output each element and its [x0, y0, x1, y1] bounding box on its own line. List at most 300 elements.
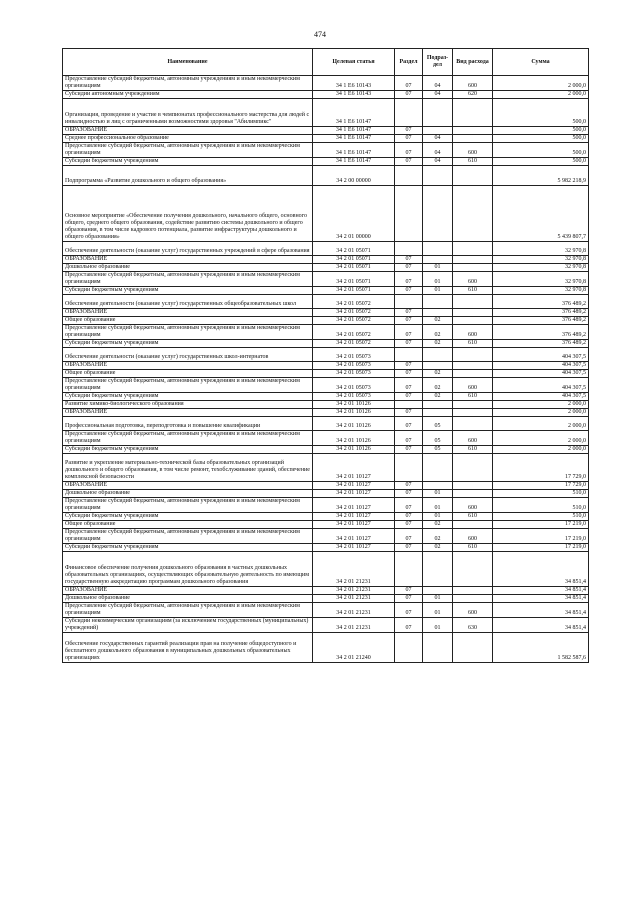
- row-name-cell: Обеспечение деятельности (оказание услуг) государственных школ-интернатов: [63, 348, 313, 362]
- table-row: [63, 513, 589, 521]
- row-section-cell: 07: [395, 595, 423, 603]
- row-target-article-cell: 34 2 01 05071: [313, 242, 395, 256]
- table-row: [63, 264, 589, 272]
- row-name-cell: Предоставление субсидий бюджетным, автономным учреждениям и иным некоммерческим организациям: [63, 431, 313, 446]
- row-sum-cell: 404 307,5: [493, 362, 589, 370]
- row-expense-type-cell: [453, 309, 493, 317]
- row-subsection-cell: 01: [423, 287, 453, 295]
- row-expense-type-cell: 610: [453, 158, 493, 166]
- row-sum-cell: 376 489,2: [493, 325, 589, 340]
- row-expense-type-cell: [453, 409, 493, 417]
- row-section-cell: 07: [395, 76, 423, 91]
- row-subsection-cell: 01: [423, 272, 453, 287]
- row-subsection-cell: 02: [423, 521, 453, 529]
- row-target-article-cell: 34 2 01 21231: [313, 552, 395, 587]
- row-sum-cell: 17 729,0: [493, 482, 589, 490]
- row-expense-type-cell: 600: [453, 325, 493, 340]
- page-number: 474: [314, 30, 326, 39]
- table-row: [63, 409, 589, 417]
- row-target-article-cell: 34 1 Е6 10147: [313, 135, 395, 143]
- row-section-cell: 07: [395, 256, 423, 264]
- row-expense-type-cell: 600: [453, 378, 493, 393]
- row-expense-type-cell: [453, 135, 493, 143]
- row-expense-type-cell: 620: [453, 91, 493, 99]
- table-row: [63, 91, 589, 99]
- row-section-cell: 07: [395, 143, 423, 158]
- row-target-article-cell: 34 2 01 05073: [313, 362, 395, 370]
- row-name-cell: Среднее профессиональное образование: [63, 135, 313, 143]
- row-name-cell: Субсидии бюджетным учреждениям: [63, 446, 313, 454]
- row-sum-cell: 2 000,0: [493, 91, 589, 99]
- row-target-article-cell: 34 2 01 05071: [313, 272, 395, 287]
- table-row: [63, 498, 589, 513]
- row-subsection-cell: 02: [423, 378, 453, 393]
- row-section-cell: 07: [395, 618, 423, 633]
- row-sum-cell: 500,0: [493, 99, 589, 127]
- row-section-cell: 07: [395, 529, 423, 544]
- row-sum-cell: 500,0: [493, 135, 589, 143]
- table-row: [63, 186, 589, 242]
- row-subsection-cell: [423, 348, 453, 362]
- row-section-cell: 07: [395, 587, 423, 595]
- table-row: [63, 325, 589, 340]
- row-section-cell: 07: [395, 127, 423, 135]
- row-sum-cell: 5 982 218,9: [493, 166, 589, 186]
- row-name-cell: Предоставление субсидий бюджетным, автономным учреждениям и иным некоммерческим организациям: [63, 378, 313, 393]
- row-sum-cell: 32 970,8: [493, 256, 589, 264]
- table-row: [63, 242, 589, 256]
- table-row: [63, 595, 589, 603]
- row-subsection-cell: 05: [423, 446, 453, 454]
- row-subsection-cell: 04: [423, 76, 453, 91]
- row-subsection-cell: 02: [423, 393, 453, 401]
- row-sum-cell: 404 307,5: [493, 348, 589, 362]
- row-expense-type-cell: [453, 186, 493, 242]
- row-expense-type-cell: [453, 595, 493, 603]
- row-target-article-cell: 34 2 01 21231: [313, 603, 395, 618]
- table-row: [63, 287, 589, 295]
- row-target-article-cell: 34 2 01 21231: [313, 587, 395, 595]
- row-name-cell: Субсидии автономным учреждениям: [63, 91, 313, 99]
- row-sum-cell: 17 729,0: [493, 454, 589, 482]
- row-section-cell: 07: [395, 544, 423, 552]
- table-row: [63, 272, 589, 287]
- table-row: [63, 393, 589, 401]
- row-sum-cell: 17 219,0: [493, 521, 589, 529]
- row-target-article-cell: 34 2 01 05072: [313, 309, 395, 317]
- row-section-cell: 07: [395, 490, 423, 498]
- row-subsection-cell: [423, 166, 453, 186]
- row-target-article-cell: 34 1 Е6 10143: [313, 76, 395, 91]
- row-section-cell: 07: [395, 603, 423, 618]
- row-section-cell: [395, 633, 423, 663]
- row-name-cell: Обеспечение государственных гарантий реализации прав на получение общедоступного и бесплатного дошкольного образования в муниципальных дошкольных образовательных организациях: [63, 633, 313, 663]
- row-expense-type-cell: 600: [453, 603, 493, 618]
- row-subsection-cell: [423, 552, 453, 587]
- row-expense-type-cell: [453, 317, 493, 325]
- row-name-cell: Субсидии бюджетным учреждениям: [63, 544, 313, 552]
- row-sum-cell: 34 851,4: [493, 552, 589, 587]
- row-section-cell: [395, 401, 423, 409]
- row-expense-type-cell: [453, 401, 493, 409]
- table-row: [63, 76, 589, 91]
- row-expense-type-cell: [453, 264, 493, 272]
- row-section-cell: 07: [395, 498, 423, 513]
- row-section-cell: 07: [395, 287, 423, 295]
- row-section-cell: 07: [395, 362, 423, 370]
- table-row: [63, 544, 589, 552]
- row-expense-type-cell: [453, 521, 493, 529]
- row-sum-cell: 510,0: [493, 513, 589, 521]
- row-target-article-cell: 34 2 01 05071: [313, 287, 395, 295]
- table-row: [63, 552, 589, 587]
- row-name-cell: Дошкольное образование: [63, 595, 313, 603]
- row-name-cell: Обеспечение деятельности (оказание услуг) государственных учреждений в сфере образования: [63, 242, 313, 256]
- row-expense-type-cell: 610: [453, 446, 493, 454]
- row-name-cell: Развитие и укрепление материально-технической базы образовательных организаций дошкольного и общего образования, в том числе ремонт, техобслуживание зданий, обеспечение комплексной безопасности: [63, 454, 313, 482]
- row-sum-cell: 376 489,2: [493, 309, 589, 317]
- row-target-article-cell: 34 2 01 10126: [313, 409, 395, 417]
- row-name-cell: Субсидии бюджетным учреждениям: [63, 513, 313, 521]
- table-row: [63, 633, 589, 663]
- table-row: [63, 454, 589, 482]
- row-subsection-cell: [423, 401, 453, 409]
- row-sum-cell: 2 000,0: [493, 401, 589, 409]
- row-name-cell: Предоставление субсидий бюджетным, автономным учреждениям и иным некоммерческим организациям: [63, 325, 313, 340]
- row-subsection-cell: [423, 127, 453, 135]
- table-row: [63, 482, 589, 490]
- row-subsection-cell: 01: [423, 498, 453, 513]
- header-subsection: Подраз-дел: [423, 49, 453, 76]
- row-target-article-cell: 34 2 01 05073: [313, 348, 395, 362]
- row-expense-type-cell: [453, 295, 493, 309]
- row-target-article-cell: 34 2 01 05071: [313, 264, 395, 272]
- table-row: [63, 362, 589, 370]
- row-name-cell: Развитие химико-биологического образования: [63, 401, 313, 409]
- header-section: Раздел: [395, 49, 423, 76]
- table-row: [63, 143, 589, 158]
- row-subsection-cell: [423, 256, 453, 264]
- row-name-cell: ОБРАЗОВАНИЕ: [63, 482, 313, 490]
- row-expense-type-cell: 610: [453, 287, 493, 295]
- row-sum-cell: 404 307,5: [493, 378, 589, 393]
- row-target-article-cell: 34 2 01 05073: [313, 378, 395, 393]
- row-subsection-cell: [423, 482, 453, 490]
- row-target-article-cell: 34 2 01 05073: [313, 393, 395, 401]
- row-sum-cell: 1 582 587,6: [493, 633, 589, 663]
- row-expense-type-cell: [453, 633, 493, 663]
- row-subsection-cell: [423, 295, 453, 309]
- row-section-cell: 07: [395, 325, 423, 340]
- row-expense-type-cell: [453, 490, 493, 498]
- row-subsection-cell: 02: [423, 370, 453, 378]
- table-header-row: [63, 49, 589, 76]
- row-section-cell: 07: [395, 317, 423, 325]
- header-name: Наименование: [63, 49, 313, 76]
- row-section-cell: [395, 242, 423, 256]
- row-sum-cell: 17 219,0: [493, 544, 589, 552]
- row-section-cell: 07: [395, 446, 423, 454]
- row-sum-cell: 510,0: [493, 498, 589, 513]
- row-name-cell: Обеспечение деятельности (оказание услуг) государственных общеобразовательных школ: [63, 295, 313, 309]
- row-section-cell: 07: [395, 370, 423, 378]
- budget-table: [62, 48, 589, 663]
- row-subsection-cell: [423, 362, 453, 370]
- row-target-article-cell: 34 2 01 05072: [313, 295, 395, 309]
- row-name-cell: Предоставление субсидий бюджетным, автономным учреждениям и иным некоммерческим организациям: [63, 76, 313, 91]
- row-subsection-cell: [423, 454, 453, 482]
- row-expense-type-cell: [453, 242, 493, 256]
- row-subsection-cell: [423, 633, 453, 663]
- row-name-cell: Предоставление субсидий бюджетным, автономным учреждениям и иным некоммерческим организациям: [63, 272, 313, 287]
- table-row: [63, 446, 589, 454]
- row-subsection-cell: 04: [423, 91, 453, 99]
- table-row: [63, 529, 589, 544]
- row-section-cell: 07: [395, 417, 423, 431]
- table-row: [63, 309, 589, 317]
- row-sum-cell: 32 970,8: [493, 242, 589, 256]
- row-expense-type-cell: [453, 482, 493, 490]
- table-row: [63, 99, 589, 127]
- row-section-cell: [395, 552, 423, 587]
- row-subsection-cell: 04: [423, 143, 453, 158]
- row-name-cell: Финансовое обеспечение получения дошкольного образования в частных дошкольных образовательных организациях, осуществляющих образовательную деятельность по имеющим государственную аккредитацию программам дошкольного образования: [63, 552, 313, 587]
- table-row: [63, 603, 589, 618]
- row-sum-cell: 404 307,5: [493, 393, 589, 401]
- row-sum-cell: 5 439 807,7: [493, 186, 589, 242]
- row-name-cell: Дошкольное образование: [63, 264, 313, 272]
- row-target-article-cell: 34 2 01 10126: [313, 401, 395, 409]
- row-name-cell: Предоставление субсидий бюджетным, автономным учреждениям и иным некоммерческим организациям: [63, 603, 313, 618]
- row-expense-type-cell: [453, 348, 493, 362]
- row-sum-cell: 404 307,5: [493, 370, 589, 378]
- table-row: [63, 378, 589, 393]
- row-sum-cell: 376 489,2: [493, 340, 589, 348]
- row-target-article-cell: 34 1 Е6 10147: [313, 158, 395, 166]
- row-section-cell: [395, 454, 423, 482]
- row-name-cell: Субсидии некоммерческим организациям (за исключением государственных (муниципальных) учреждений): [63, 618, 313, 633]
- row-section-cell: 07: [395, 521, 423, 529]
- row-section-cell: 07: [395, 340, 423, 348]
- table-row: [63, 521, 589, 529]
- row-name-cell: Подпрограмма «Развитие дошкольного и общего образования»: [63, 166, 313, 186]
- row-name-cell: Общее образование: [63, 370, 313, 378]
- row-subsection-cell: [423, 242, 453, 256]
- row-name-cell: Общее образование: [63, 317, 313, 325]
- row-subsection-cell: [423, 587, 453, 595]
- row-target-article-cell: 34 2 01 10127: [313, 498, 395, 513]
- row-expense-type-cell: [453, 552, 493, 587]
- row-target-article-cell: 34 2 01 10126: [313, 446, 395, 454]
- row-expense-type-cell: [453, 454, 493, 482]
- row-sum-cell: 376 489,2: [493, 317, 589, 325]
- row-expense-type-cell: [453, 587, 493, 595]
- row-section-cell: 07: [395, 272, 423, 287]
- row-name-cell: Предоставление субсидий бюджетным, автономным учреждениям и иным некоммерческим организациям: [63, 498, 313, 513]
- row-subsection-cell: 04: [423, 158, 453, 166]
- row-sum-cell: 34 851,4: [493, 595, 589, 603]
- row-target-article-cell: 34 1 Е6 10147: [313, 127, 395, 135]
- row-name-cell: ОБРАЗОВАНИЕ: [63, 409, 313, 417]
- table-row: [63, 256, 589, 264]
- table-row: [63, 127, 589, 135]
- row-section-cell: 07: [395, 482, 423, 490]
- row-target-article-cell: 34 2 01 05071: [313, 256, 395, 264]
- row-section-cell: [395, 166, 423, 186]
- row-expense-type-cell: 600: [453, 272, 493, 287]
- row-target-article-cell: 34 2 01 10126: [313, 431, 395, 446]
- row-name-cell: Субсидии бюджетным учреждениям: [63, 340, 313, 348]
- row-target-article-cell: 34 1 Е6 10147: [313, 143, 395, 158]
- row-target-article-cell: 34 2 01 05072: [313, 325, 395, 340]
- row-sum-cell: 500,0: [493, 127, 589, 135]
- row-section-cell: 07: [395, 378, 423, 393]
- row-subsection-cell: [423, 309, 453, 317]
- row-sum-cell: 2 000,0: [493, 446, 589, 454]
- table-row: [63, 490, 589, 498]
- row-expense-type-cell: 600: [453, 498, 493, 513]
- row-section-cell: 07: [395, 513, 423, 521]
- row-sum-cell: 34 851,4: [493, 587, 589, 595]
- row-subsection-cell: 01: [423, 264, 453, 272]
- table-row: [63, 295, 589, 309]
- row-section-cell: [395, 348, 423, 362]
- row-subsection-cell: [423, 186, 453, 242]
- row-name-cell: Профессиональная подготовка, переподготовка и повышение квалификации: [63, 417, 313, 431]
- row-sum-cell: 500,0: [493, 143, 589, 158]
- row-subsection-cell: [423, 99, 453, 127]
- row-subsection-cell: 02: [423, 544, 453, 552]
- row-expense-type-cell: 610: [453, 544, 493, 552]
- row-name-cell: ОБРАЗОВАНИЕ: [63, 362, 313, 370]
- row-expense-type-cell: 610: [453, 340, 493, 348]
- row-name-cell: ОБРАЗОВАНИЕ: [63, 256, 313, 264]
- row-expense-type-cell: 600: [453, 431, 493, 446]
- row-target-article-cell: 34 2 01 10127: [313, 490, 395, 498]
- row-sum-cell: 2 000,0: [493, 409, 589, 417]
- row-expense-type-cell: [453, 417, 493, 431]
- row-target-article-cell: 34 2 01 05072: [313, 340, 395, 348]
- row-sum-cell: 2 000,0: [493, 431, 589, 446]
- row-sum-cell: 2 000,0: [493, 76, 589, 91]
- row-expense-type-cell: [453, 370, 493, 378]
- row-expense-type-cell: [453, 256, 493, 264]
- table-row: [63, 317, 589, 325]
- row-subsection-cell: 01: [423, 490, 453, 498]
- row-subsection-cell: 04: [423, 135, 453, 143]
- row-name-cell: Общее образование: [63, 521, 313, 529]
- row-subsection-cell: 05: [423, 431, 453, 446]
- row-name-cell: Организация, проведение и участие в чемпионатах профессионального мастерства для людей с инвалидностью и лиц с ограниченными возможностями здоровья "Абилимпикс": [63, 99, 313, 127]
- table-row: [63, 135, 589, 143]
- row-name-cell: Субсидии бюджетным учреждениям: [63, 393, 313, 401]
- row-section-cell: 07: [395, 135, 423, 143]
- row-section-cell: 07: [395, 431, 423, 446]
- row-sum-cell: 32 970,8: [493, 272, 589, 287]
- header-sum: Сумма: [493, 49, 589, 76]
- row-target-article-cell: 34 2 01 05073: [313, 370, 395, 378]
- row-expense-type-cell: 600: [453, 529, 493, 544]
- header-target-article: Целевая статья: [313, 49, 395, 76]
- table-row: [63, 417, 589, 431]
- row-subsection-cell: 02: [423, 529, 453, 544]
- row-name-cell: ОБРАЗОВАНИЕ: [63, 587, 313, 595]
- row-sum-cell: 32 970,8: [493, 287, 589, 295]
- table-row: [63, 401, 589, 409]
- row-subsection-cell: 02: [423, 340, 453, 348]
- row-subsection-cell: 02: [423, 325, 453, 340]
- table-row: [63, 431, 589, 446]
- row-target-article-cell: 34 2 01 10127: [313, 482, 395, 490]
- row-section-cell: [395, 186, 423, 242]
- row-section-cell: 07: [395, 409, 423, 417]
- row-subsection-cell: 01: [423, 595, 453, 603]
- row-name-cell: ОБРАЗОВАНИЕ: [63, 309, 313, 317]
- row-sum-cell: 32 970,8: [493, 264, 589, 272]
- row-section-cell: 07: [395, 91, 423, 99]
- row-expense-type-cell: 600: [453, 76, 493, 91]
- row-subsection-cell: 02: [423, 317, 453, 325]
- row-target-article-cell: 34 2 01 10127: [313, 521, 395, 529]
- row-sum-cell: 34 851,4: [493, 603, 589, 618]
- row-expense-type-cell: [453, 99, 493, 127]
- row-section-cell: 07: [395, 309, 423, 317]
- row-section-cell: 07: [395, 264, 423, 272]
- row-subsection-cell: 01: [423, 513, 453, 521]
- row-expense-type-cell: [453, 362, 493, 370]
- row-subsection-cell: 01: [423, 603, 453, 618]
- row-target-article-cell: 34 2 01 10127: [313, 544, 395, 552]
- row-target-article-cell: 34 2 01 10127: [313, 529, 395, 544]
- row-section-cell: [395, 99, 423, 127]
- row-target-article-cell: 34 2 00 00000: [313, 166, 395, 186]
- table-row: [63, 370, 589, 378]
- row-expense-type-cell: 610: [453, 513, 493, 521]
- row-expense-type-cell: 600: [453, 143, 493, 158]
- row-sum-cell: 2 000,0: [493, 417, 589, 431]
- row-sum-cell: 17 219,0: [493, 529, 589, 544]
- row-target-article-cell: 34 2 01 05072: [313, 317, 395, 325]
- row-target-article-cell: 34 2 01 00000: [313, 186, 395, 242]
- row-target-article-cell: 34 2 01 10126: [313, 417, 395, 431]
- row-name-cell: Субсидии бюджетным учреждениям: [63, 158, 313, 166]
- row-subsection-cell: 05: [423, 417, 453, 431]
- row-sum-cell: 376 489,2: [493, 295, 589, 309]
- row-name-cell: Предоставление субсидий бюджетным, автономным учреждениям и иным некоммерческим организациям: [63, 529, 313, 544]
- row-sum-cell: 510,0: [493, 490, 589, 498]
- header-expense-type: Вид расхода: [453, 49, 493, 76]
- row-name-cell: Субсидии бюджетным учреждениям: [63, 287, 313, 295]
- row-subsection-cell: [423, 409, 453, 417]
- row-sum-cell: 34 851,4: [493, 618, 589, 633]
- row-name-cell: Предоставление субсидий бюджетным, автономным учреждениям и иным некоммерческим организациям: [63, 143, 313, 158]
- table-row: [63, 158, 589, 166]
- row-section-cell: 07: [395, 158, 423, 166]
- row-name-cell: Дошкольное образование: [63, 490, 313, 498]
- row-expense-type-cell: 610: [453, 393, 493, 401]
- row-subsection-cell: 01: [423, 618, 453, 633]
- row-section-cell: 07: [395, 393, 423, 401]
- table-row: [63, 587, 589, 595]
- row-target-article-cell: 34 2 01 21231: [313, 595, 395, 603]
- table-row: [63, 166, 589, 186]
- row-target-article-cell: 34 2 01 21240: [313, 633, 395, 663]
- row-name-cell: ОБРАЗОВАНИЕ: [63, 127, 313, 135]
- row-target-article-cell: 34 2 01 10127: [313, 513, 395, 521]
- row-target-article-cell: 34 2 01 10127: [313, 454, 395, 482]
- row-expense-type-cell: 630: [453, 618, 493, 633]
- row-target-article-cell: 34 1 Е6 10143: [313, 91, 395, 99]
